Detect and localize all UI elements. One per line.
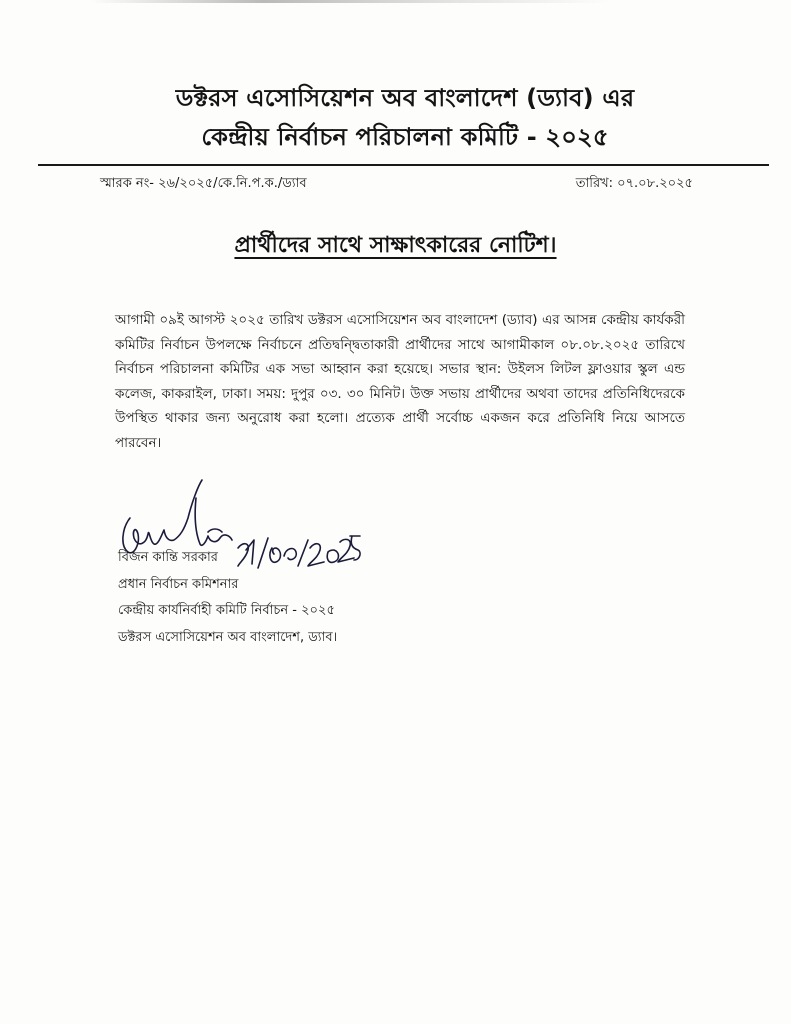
signatory-organization: ডক্টরস এসোসিয়েশন অব বাংলাদেশ, ড্যাব।	[118, 629, 338, 645]
scan-artifact	[90, 0, 610, 3]
notice-date: তারিখ: ০৭.০৮.২০২৫	[575, 176, 693, 191]
signatory-name: বিজন কান্তি সরকার	[118, 550, 218, 565]
subject-text: প্রার্থীদের সাথে সাক্ষাৎকারের নোটিশ।	[234, 233, 557, 258]
signatory-designation: প্রধান নির্বাচন কমিশনার	[118, 576, 239, 592]
header-divider	[38, 164, 769, 166]
signatory-block	[118, 545, 337, 651]
committee-title: কেন্দ্রীয় নির্বাচন পরিচালনা কমিটি - ২০২৫	[201, 123, 609, 151]
organization-title: ডক্টরস এসোসিয়েশন অব বাংলাদেশ (ড্যাব) এর	[175, 84, 635, 112]
notice-body: আগামী ০৯ই আগস্ট ২০২৫ তারিখ ডক্টরস এসোসিয়েশন অব বাংলাদেশ (ড্যাব) এর আসন্ন কেন্দ্রীয় কার্যকরী কমিটির নির্বাচন উপলক্ষে নির্বাচনে প্রতিদ্বন্দ্বিতাকারী প্রার্থীদের সাথে আগামীকাল ০৮.০৮.২০২৫ তারিখে নির্বাচন পরিচালনা কমিটির এক সভা আহ্বান করা হয়েছে। সভার স্থান: উইলস লিটল ফ্লাওয়ার স্কুল এন্ড কলেজ, কাকরাইল, ঢাকা। সময়: দুপুর ০৩. ৩০ মিনিট। উক্ত সভায় প্রার্থীদের অথবা তাদের প্রতিনিধিদেরকে উপস্থিত থাকার জন্য অনুরোধ করা হলো। প্রত্যেক প্রার্থী সর্বোচ্চ একজন করে প্রতিনিধি নিয়ে আসতে পারবেন।	[115, 312, 685, 451]
notice-subject	[0, 228, 791, 265]
signatory-committee: কেন্দ্রীয় কার্যনির্বাহী কমিটি নির্বাচন - ২০২৫	[118, 603, 335, 618]
memo-number: স্মারক নং- ২৬/২০২৫/কে.নি.প.ক./ড্যাব	[100, 176, 307, 191]
